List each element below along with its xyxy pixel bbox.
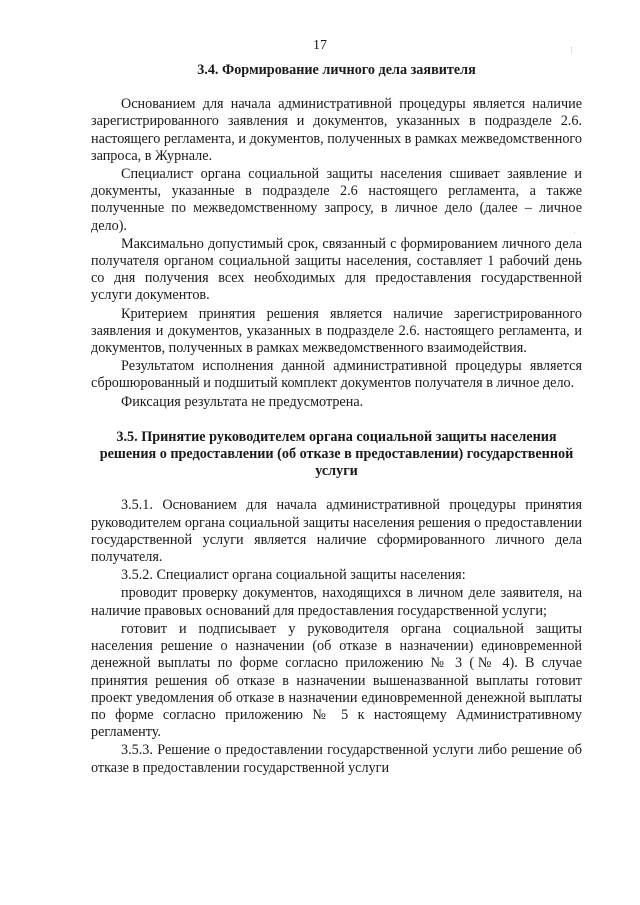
document-body xyxy=(91,62,582,777)
paragraph: готовит и подписывает у руководителя органа социальной защиты населения решение о назначении (об отказе в назначении) единовременной денежной выплаты по форме согласно приложению № 3 (№ 4). В случае принятия решения об отказе в назначении вышеназванной выплаты готовит проект уведомления об отказе в назначении единовременной денежной выплаты по форме согласно приложению № 5 к настоящему Административному регламенту. xyxy=(91,620,582,741)
section-3-4-body xyxy=(91,96,582,411)
section-heading: 3.4. Формирование личного дела заявителя xyxy=(197,62,476,78)
paragraph: Результатом исполнения данной административной процедуры является сброшюрованный и подшитый комплект документов получателя в личное дело. xyxy=(91,358,582,392)
paragraph: Максимально допустимый срок, связанный с формированием личного дела получателя органом социальной защиты населения, составляет 1 рабочий день со дня получения всех необходимых для предоставления государственной услуги документов. xyxy=(91,235,582,304)
paragraph: 3.5.3. Решение о предоставлении государственной услуги либо решение об отказе в предоставлении государственной услуги xyxy=(91,742,582,776)
paragraph: Критерием принятия решения является наличие зарегистрированного заявления и документов, указанных в подразделе 2.6. настоящего регламента, и документов, полученных в рамках межведомственного взаимодействия. xyxy=(91,305,582,357)
paragraph: проводит проверку документов, находящихся в личном деле заявителя, на наличие правовых оснований для предоставления государственной услуги; xyxy=(91,585,582,619)
paragraph: 3.5.1. Основанием для начала административной процедуры принятия руководителем органа социальной защиты населения решения о предоставлении государственной услуги является наличие сформированного личного дела получателя. xyxy=(91,497,582,566)
paragraph: Фиксация результата не предусмотрена. xyxy=(121,393,364,410)
section-heading: 3.5. Принятие руководителем органа социальной защиты населения решения о предоставлении (об отказе в предоставлении) государственной услуги xyxy=(99,428,574,480)
section-3-5-body xyxy=(91,497,582,776)
paragraph: Специалист органа социальной защиты населения сшивает заявление и документы, указанные в подразделе 2.6 настоящего регламента, а также полученные по межведомственному запросу, в личное дело (далее – личное дело). xyxy=(91,166,582,234)
scan-mark: ⁝ xyxy=(570,45,573,55)
paragraph: 3.5.2. Специалист органа социальной защиты населения: xyxy=(121,567,466,584)
scan-mark: · xyxy=(573,228,576,238)
paragraph: Основанием для начала административной процедуры является наличие зарегистрированного заявления и документов, указанных в подразделе 2.6. настоящего регламента, и документов, полученных в рамках межведомственного запроса, в Журнале. xyxy=(91,96,582,164)
page-number: 17 xyxy=(313,38,327,53)
